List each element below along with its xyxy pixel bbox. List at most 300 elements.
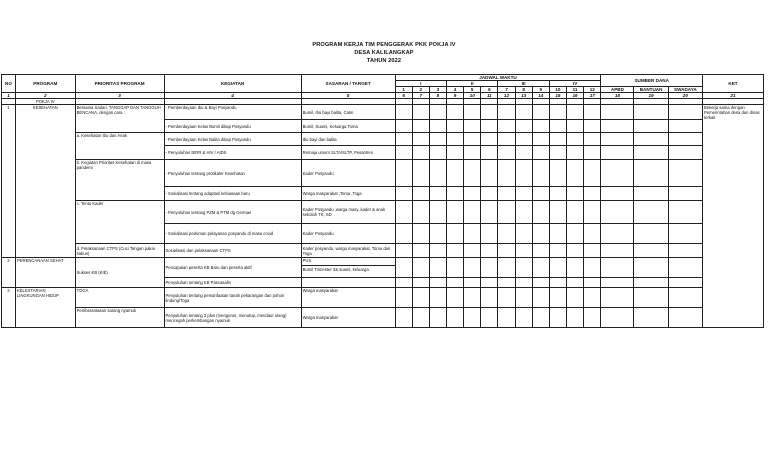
schedule-cell — [584, 244, 601, 258]
schedule-cell — [549, 120, 566, 133]
schedule-cell — [395, 146, 412, 160]
schedule-cell — [566, 288, 583, 308]
header-apbd: APBD — [601, 87, 634, 93]
schedule-cell — [498, 187, 515, 201]
column-number: 7 — [412, 93, 429, 99]
schedule-cell — [584, 224, 601, 244]
schedule-cell — [549, 160, 566, 187]
schedule-cell — [412, 308, 429, 328]
schedule-cell — [481, 244, 498, 258]
header-month: 1 — [395, 87, 412, 93]
row-sasaran: Warga masyarakat — [301, 308, 395, 328]
row-kegiatan: Penyuluhan tentang pemanfaatan tanah pekarangan dan pohon lindung/Toga — [164, 288, 301, 308]
table-row — [2, 201, 764, 224]
column-number: 17 — [584, 93, 601, 99]
header-month: 2 — [412, 87, 429, 93]
header-prioritas: PRIORITAS PROGRAM — [75, 75, 164, 93]
header-month: 6 — [481, 87, 498, 93]
schedule-cell — [447, 105, 464, 120]
schedule-cell — [464, 288, 481, 308]
schedule-cell — [584, 187, 601, 201]
column-number: 5 — [301, 93, 395, 99]
schedule-cell — [549, 258, 566, 278]
header-quarter-3: III — [498, 81, 549, 87]
row-kegiatan: - Sosialisasi tentang adaptasi kebiasaan baru — [164, 187, 301, 201]
schedule-cell — [584, 288, 601, 308]
column-number: 9 — [447, 93, 464, 99]
schedule-cell — [481, 278, 498, 288]
schedule-cell — [464, 187, 481, 201]
row-sasaran: Kader Posyandu — [301, 224, 395, 244]
column-number: 8 — [429, 93, 446, 99]
column-number: 18 — [601, 93, 634, 99]
schedule-cell — [412, 120, 429, 133]
row-no: 2 — [2, 258, 16, 288]
row-prioritas: TOGA — [75, 288, 164, 308]
schedule-cell — [601, 160, 634, 187]
row-prioritas: b. Kegiatan Prioritas Kesehatan di masa pandemi — [75, 160, 164, 201]
row-prioritas: d. Pelaksanaan CTPS (Cuci Tangan pakai sabun) — [75, 244, 164, 258]
schedule-cell — [584, 133, 601, 146]
row-sasaran: Bumil, Ibu bayi balita, Catin — [301, 105, 395, 120]
schedule-cell — [498, 278, 515, 288]
schedule-cell — [549, 105, 566, 120]
table-row — [2, 105, 764, 120]
schedule-cell — [532, 224, 549, 244]
column-number: 16 — [566, 93, 583, 99]
schedule-cell — [634, 308, 668, 328]
column-number: 20 — [668, 93, 702, 99]
schedule-cell — [532, 201, 549, 224]
header-month: 11 — [566, 87, 583, 93]
schedule-cell — [532, 133, 549, 146]
column-number: 1 — [2, 93, 16, 99]
schedule-cell — [412, 146, 429, 160]
schedule-cell — [447, 288, 464, 308]
schedule-cell — [532, 244, 549, 258]
schedule-cell — [668, 244, 702, 258]
row-program: KELESTARIAN LINGKUNGAN HIDUP — [15, 288, 75, 328]
schedule-cell — [668, 146, 702, 160]
schedule-cell — [429, 146, 446, 160]
schedule-cell — [584, 120, 601, 133]
row-sasaran: Kader Posyandu — [301, 160, 395, 187]
schedule-cell — [412, 278, 429, 288]
row-kegiatan: - Penyuluhan IERR & HIV / AIDS — [164, 146, 301, 160]
schedule-cell — [412, 288, 429, 308]
program-table — [1, 74, 764, 328]
schedule-cell — [498, 160, 515, 187]
schedule-cell — [447, 258, 464, 278]
schedule-cell — [395, 105, 412, 120]
schedule-cell — [532, 187, 549, 201]
schedule-cell — [464, 133, 481, 146]
table-row — [2, 308, 764, 328]
header-quarter-2: II — [447, 81, 498, 87]
schedule-cell — [429, 160, 446, 187]
schedule-cell — [447, 308, 464, 328]
schedule-cell — [584, 258, 601, 278]
schedule-cell — [515, 201, 532, 224]
schedule-cell — [498, 244, 515, 258]
schedule-cell — [412, 160, 429, 187]
schedule-cell — [447, 160, 464, 187]
column-number: 12 — [498, 93, 515, 99]
row-sasaran: Kader posyandu, warga masyarakat, Toma dan Toga — [301, 244, 395, 258]
schedule-cell — [464, 244, 481, 258]
schedule-cell — [634, 244, 668, 258]
schedule-cell — [566, 187, 583, 201]
schedule-cell — [412, 105, 429, 120]
schedule-cell — [532, 308, 549, 328]
header-jadwal: JADWAL WAKTU — [395, 75, 601, 81]
schedule-cell — [601, 258, 634, 278]
table-row — [2, 244, 764, 258]
schedule-cell — [481, 187, 498, 201]
cell — [301, 278, 395, 288]
schedule-cell — [668, 288, 702, 308]
schedule-cell — [412, 244, 429, 258]
row-no: 3 — [2, 288, 16, 328]
schedule-cell — [481, 201, 498, 224]
schedule-cell — [532, 146, 549, 160]
schedule-cell — [447, 133, 464, 146]
header-month: 7 — [498, 87, 515, 93]
table-row — [2, 133, 764, 146]
schedule-cell — [447, 187, 464, 201]
row-sasaran: Ibu bayi dan balita — [301, 133, 395, 146]
schedule-cell — [429, 258, 446, 278]
schedule-cell — [464, 308, 481, 328]
title-line-1: PROGRAM KERJA TIM PENGGERAK PKK POKJA IV — [312, 42, 456, 48]
schedule-cell — [634, 105, 668, 120]
schedule-cell — [668, 120, 702, 133]
row-kegiatan: - Pemberdayaan Ibu & Bayi Posyandu — [164, 105, 301, 120]
schedule-cell — [515, 120, 532, 133]
row-sasaran: Kader Posyandu ,warga masy.,kader & anak sekolah TK, SD — [301, 201, 395, 224]
schedule-cell — [498, 308, 515, 328]
schedule-cell — [412, 187, 429, 201]
schedule-cell — [566, 308, 583, 328]
row-no: 1 — [2, 105, 16, 258]
schedule-cell — [447, 224, 464, 244]
schedule-cell — [566, 224, 583, 244]
title-line-3: TAHUN 2022 — [366, 58, 402, 64]
header-no: NO — [2, 75, 16, 93]
schedule-cell — [481, 288, 498, 308]
row-sasaran: Warga masyarakat — [301, 288, 395, 308]
schedule-cell — [429, 308, 446, 328]
row-kegiatan: - Penyuluhan tentang protikaler Kesehatan — [164, 160, 301, 187]
column-number: 2 — [15, 93, 75, 99]
column-number: 19 — [634, 93, 668, 99]
row-program: PERENCANAAN SEHAT — [15, 258, 75, 288]
schedule-cell — [634, 288, 668, 308]
schedule-cell — [601, 201, 634, 224]
row-kegiatan: Sosialisasi dan pelaksanaan CTPS — [164, 244, 301, 258]
schedule-cell — [481, 308, 498, 328]
row-kegiatan: Pencapaian peserta KB Baru dan peserta aktif — [164, 258, 301, 278]
column-number: 6 — [395, 93, 412, 99]
schedule-cell — [464, 278, 481, 288]
schedule-cell — [395, 288, 412, 308]
row-kegiatan: - Pemberdayaan Kelas Balita ditiap Posyandu — [164, 133, 301, 146]
schedule-cell — [515, 244, 532, 258]
schedule-cell — [668, 201, 702, 224]
schedule-cell — [395, 187, 412, 201]
schedule-cell — [515, 308, 532, 328]
row-sasaran: Remaja umum SLTA/SLTP, Pesantren — [301, 146, 395, 160]
row-sasaran: Bumil, Suami, Keluarga,Toma — [301, 120, 395, 133]
schedule-cell — [668, 133, 702, 146]
schedule-cell — [412, 224, 429, 244]
schedule-cell — [447, 201, 464, 224]
row-kegiatan: - Sosialisasi pedoman pelayanan posyandu di masa covid — [164, 224, 301, 244]
row-kegiatan: - Pemberdayaan Kelas Bumil ditiap Posyandu — [164, 120, 301, 133]
document-title — [0, 41, 768, 65]
schedule-cell — [515, 224, 532, 244]
row-sasaran: Warga masyarakat ,Toma ,Toga — [301, 187, 395, 201]
schedule-cell — [549, 146, 566, 160]
schedule-cell — [532, 105, 549, 120]
schedule-cell — [601, 278, 634, 288]
schedule-cell — [412, 133, 429, 146]
schedule-cell — [566, 105, 583, 120]
schedule-cell — [549, 133, 566, 146]
header-month: 4 — [447, 87, 464, 93]
header-swadaya: SWADAYA — [668, 87, 702, 93]
schedule-cell — [668, 278, 702, 288]
column-number: 10 — [464, 93, 481, 99]
schedule-cell — [481, 120, 498, 133]
table-row — [2, 288, 764, 308]
schedule-cell — [429, 244, 446, 258]
schedule-cell — [549, 244, 566, 258]
schedule-cell — [481, 133, 498, 146]
schedule-cell — [601, 244, 634, 258]
column-number: 3 — [75, 93, 164, 99]
schedule-cell — [464, 120, 481, 133]
schedule-cell — [634, 224, 668, 244]
column-number: 13 — [515, 93, 532, 99]
schedule-cell — [668, 224, 702, 244]
schedule-cell — [634, 187, 668, 201]
column-number: 21 — [702, 93, 763, 99]
pokja-label: POKJA IV — [15, 99, 75, 105]
schedule-cell — [395, 308, 412, 328]
column-number: 11 — [481, 93, 498, 99]
row-ket: Bekerja sama dengan Pemerintahan desa dan dinas terkait — [702, 105, 763, 328]
row-kegiatan: Penyuluhan tentang 3 plus (mengurus, menutup, mendaur ulang) mencegah perkembangan nyamuk — [164, 308, 301, 328]
schedule-cell — [601, 288, 634, 308]
schedule-cell — [464, 224, 481, 244]
schedule-cell — [634, 133, 668, 146]
schedule-cell — [584, 105, 601, 120]
schedule-cell — [668, 258, 702, 278]
schedule-cell — [515, 133, 532, 146]
schedule-cell — [566, 258, 583, 278]
schedule-cell — [532, 120, 549, 133]
schedule-cell — [668, 187, 702, 201]
schedule-cell — [464, 201, 481, 224]
header-kegiatan: KEGIATAN — [164, 75, 301, 93]
schedule-cell — [634, 160, 668, 187]
schedule-cell — [584, 308, 601, 328]
table-row — [2, 258, 764, 278]
schedule-cell — [532, 258, 549, 278]
header-sasaran: SASARAN / TARGET — [301, 75, 395, 93]
header-quarter-1: I — [395, 81, 446, 87]
schedule-cell — [395, 224, 412, 244]
schedule-cell — [481, 160, 498, 187]
schedule-cell — [566, 146, 583, 160]
header-month: 3 — [429, 87, 446, 93]
schedule-cell — [566, 278, 583, 288]
sasaran-line: PUS — [302, 258, 312, 263]
schedule-cell — [429, 133, 446, 146]
table-body — [2, 99, 764, 328]
schedule-cell — [395, 160, 412, 187]
schedule-cell — [584, 146, 601, 160]
schedule-cell — [549, 224, 566, 244]
schedule-cell — [566, 160, 583, 187]
schedule-cell — [429, 187, 446, 201]
header-month: 10 — [549, 87, 566, 93]
header-month: 9 — [532, 87, 549, 93]
schedule-cell — [447, 146, 464, 160]
column-number: 15 — [549, 93, 566, 99]
schedule-cell — [566, 244, 583, 258]
schedule-cell — [515, 187, 532, 201]
schedule-cell — [601, 308, 634, 328]
schedule-cell — [481, 258, 498, 278]
title-line-2: DESA KALILANGKAP — [354, 50, 414, 56]
schedule-cell — [412, 201, 429, 224]
schedule-cell — [566, 133, 583, 146]
schedule-cell — [498, 133, 515, 146]
row-prioritas: Sukses KB (KIE) — [75, 258, 164, 288]
schedule-cell — [515, 105, 532, 120]
schedule-cell — [498, 224, 515, 244]
header-month: 12 — [584, 87, 601, 93]
schedule-cell — [549, 278, 566, 288]
schedule-cell — [429, 105, 446, 120]
schedule-cell — [395, 201, 412, 224]
header-ket: KET — [702, 75, 763, 93]
schedule-cell — [464, 105, 481, 120]
schedule-cell — [464, 146, 481, 160]
schedule-cell — [395, 120, 412, 133]
row-kegiatan: - Penyuluhan tentang PZM & PTM dg Germas — [164, 201, 301, 224]
schedule-cell — [601, 146, 634, 160]
schedule-cell — [601, 187, 634, 201]
schedule-cell — [429, 288, 446, 308]
row-kegiatan: Penyuluhan tentang KB Pascasalin — [164, 278, 301, 288]
schedule-cell — [429, 201, 446, 224]
schedule-cell — [549, 288, 566, 308]
schedule-cell — [412, 258, 429, 278]
schedule-cell — [498, 146, 515, 160]
row-sasaran — [301, 258, 395, 278]
header-month: 5 — [464, 87, 481, 93]
header-bantuan: BANTUAN — [634, 87, 668, 93]
schedule-cell — [515, 258, 532, 278]
schedule-cell — [429, 120, 446, 133]
schedule-cell — [532, 278, 549, 288]
schedule-cell — [395, 133, 412, 146]
schedule-cell — [601, 105, 634, 120]
schedule-cell — [429, 224, 446, 244]
table-row — [2, 160, 764, 187]
schedule-cell — [464, 258, 481, 278]
schedule-cell — [668, 105, 702, 120]
schedule-cell — [634, 120, 668, 133]
schedule-cell — [566, 120, 583, 133]
schedule-cell — [549, 201, 566, 224]
schedule-cell — [447, 120, 464, 133]
schedule-cell — [464, 160, 481, 187]
schedule-cell — [498, 258, 515, 278]
schedule-cell — [515, 278, 532, 288]
schedule-cell — [498, 288, 515, 308]
schedule-cell — [498, 201, 515, 224]
schedule-cell — [584, 278, 601, 288]
schedule-cell — [447, 278, 464, 288]
schedule-cell — [668, 308, 702, 328]
header-quarter-4: IV — [549, 81, 601, 87]
schedule-cell — [532, 160, 549, 187]
schedule-cell — [395, 258, 412, 278]
column-number: 14 — [532, 93, 549, 99]
schedule-cell — [634, 201, 668, 224]
schedule-cell — [515, 288, 532, 308]
schedule-cell — [634, 278, 668, 288]
schedule-cell — [515, 160, 532, 187]
column-number: 4 — [164, 93, 301, 99]
schedule-cell — [498, 120, 515, 133]
schedule-cell — [429, 278, 446, 288]
schedule-cell — [549, 308, 566, 328]
header-month: 8 — [515, 87, 532, 93]
schedule-cell — [447, 244, 464, 258]
schedule-cell — [481, 105, 498, 120]
schedule-cell — [498, 105, 515, 120]
schedule-cell — [634, 146, 668, 160]
schedule-cell — [601, 224, 634, 244]
row-prioritas: a. Kesehatan Ibu dan Anak — [75, 133, 164, 160]
schedule-cell — [668, 160, 702, 187]
schedule-cell — [395, 278, 412, 288]
row-program: KESEHATAN — [15, 105, 75, 258]
row-prioritas: c. Tentu Kader — [75, 201, 164, 244]
schedule-cell — [549, 187, 566, 201]
header-sumber-dana: SUMBER DANA — [601, 75, 703, 87]
schedule-cell — [601, 133, 634, 146]
schedule-cell — [601, 120, 634, 133]
sasaran-line: Bumil Trimester 3& suami, keluarga — [302, 265, 395, 272]
row-prioritas: Pemberantasan sarang nyamuk — [75, 308, 164, 328]
row-prioritas: Bersama Sadari, TANGGAP DAN TANGGUH BENCANA, dengan cara : — [75, 105, 164, 133]
schedule-cell — [481, 146, 498, 160]
schedule-cell — [395, 244, 412, 258]
schedule-cell — [584, 201, 601, 224]
schedule-cell — [481, 224, 498, 244]
header-program: PROGRAM — [15, 75, 75, 93]
schedule-cell — [584, 160, 601, 187]
schedule-cell — [532, 288, 549, 308]
schedule-cell — [566, 201, 583, 224]
schedule-cell — [634, 258, 668, 278]
